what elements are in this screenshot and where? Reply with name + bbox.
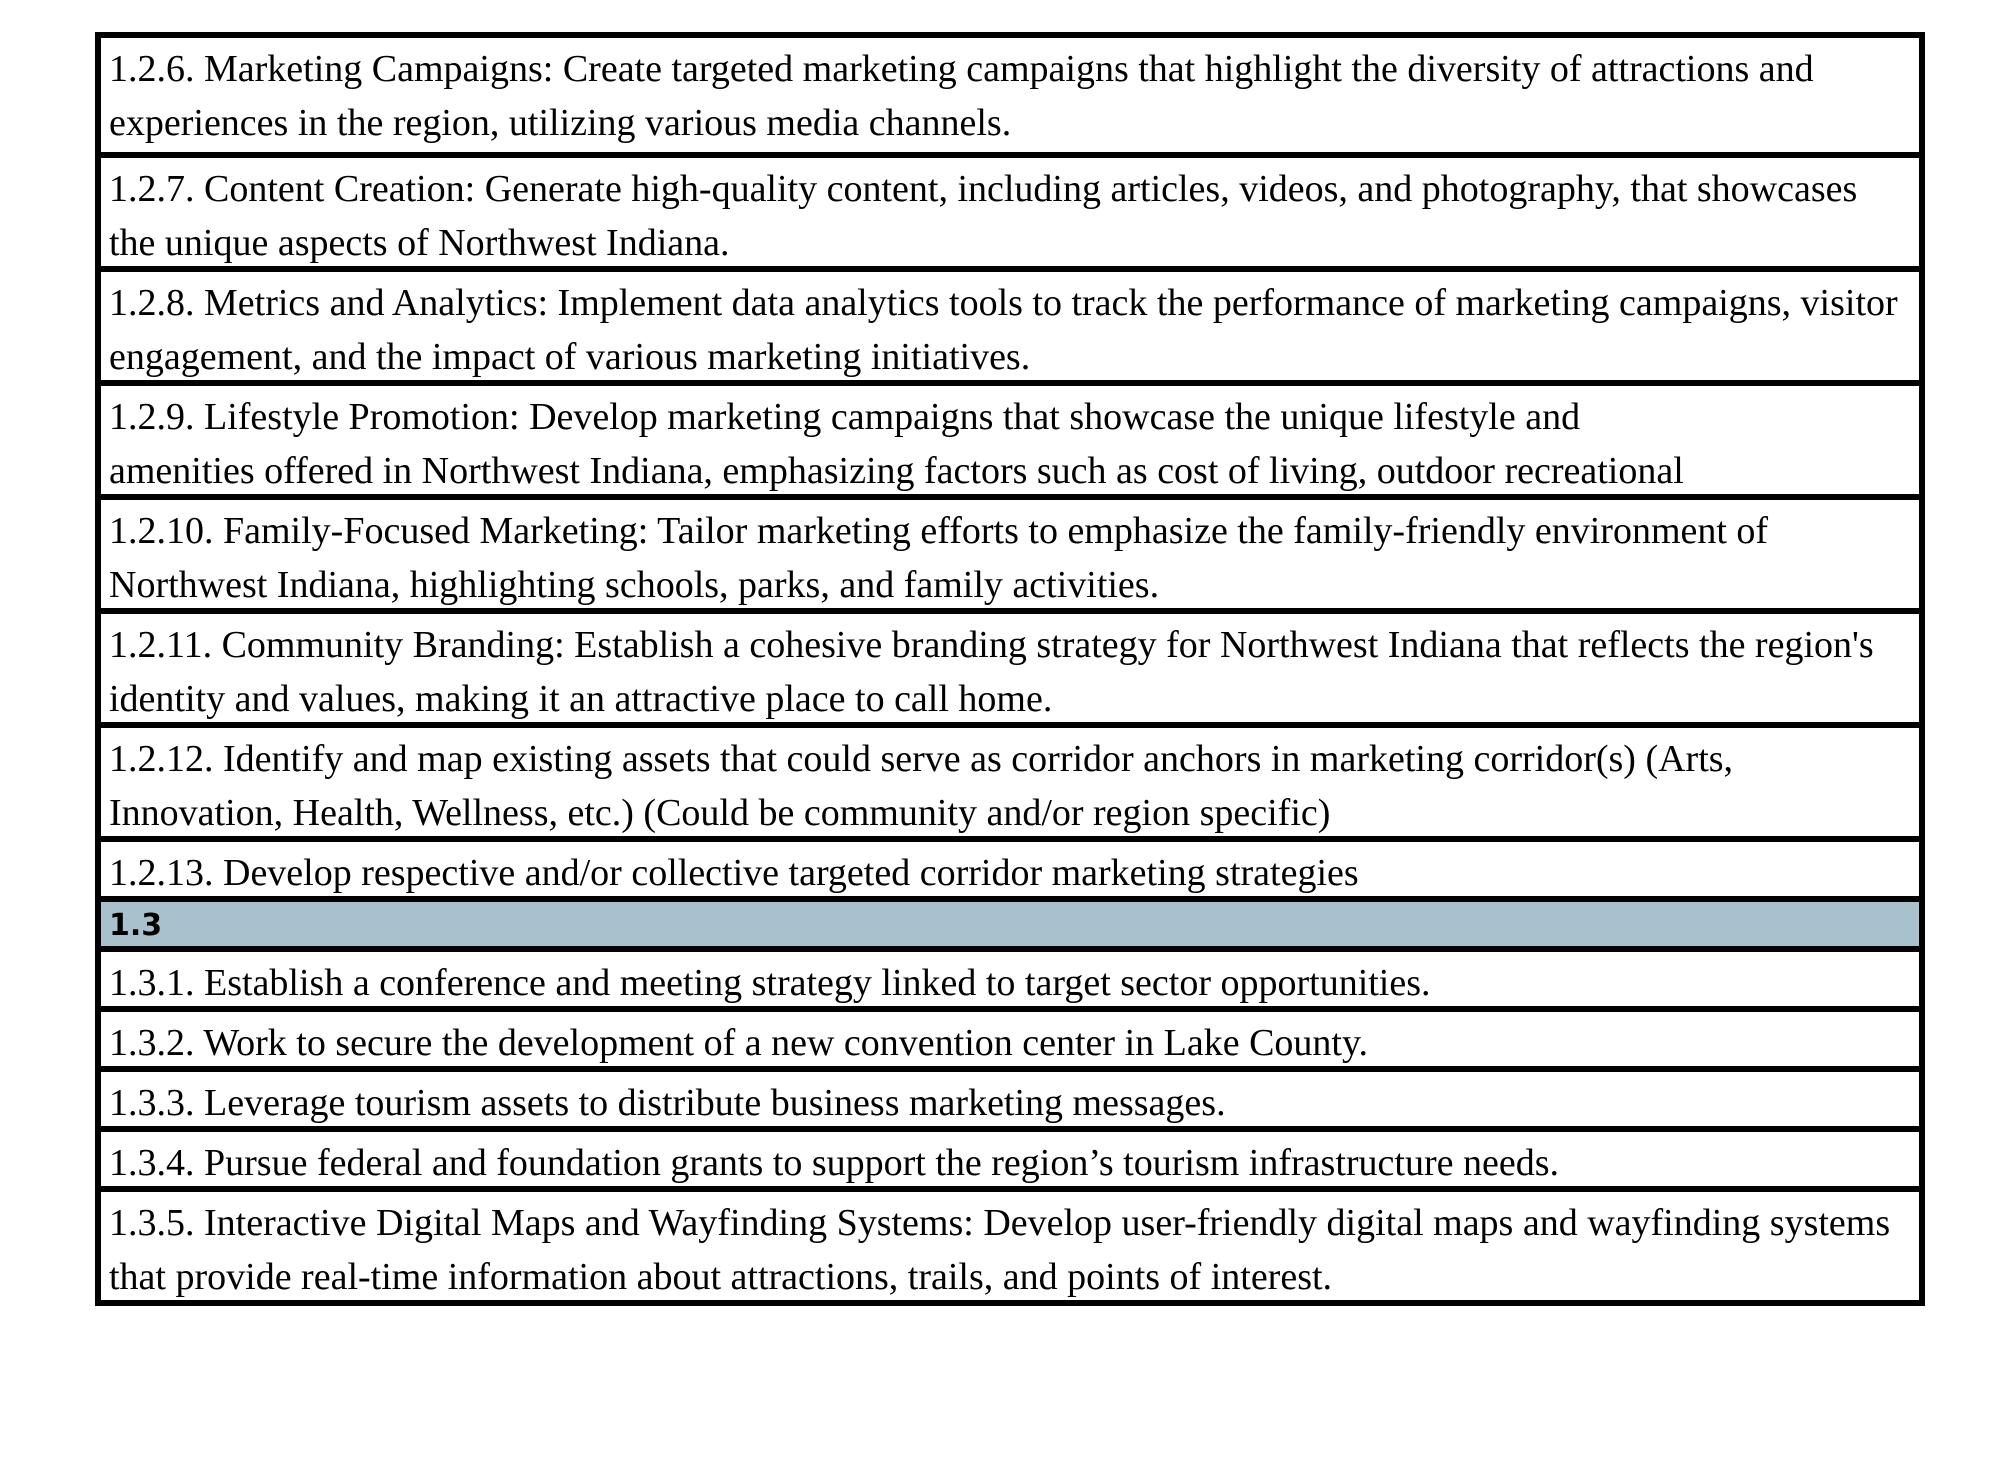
table-row: 1.2.13. Develop respective and/or collective targeted corridor marketing strategies	[101, 836, 1919, 896]
table-row: 1.3.4. Pursue federal and foundation grants to support the region’s tourism infrastructure needs.	[101, 1126, 1919, 1186]
table-row: 1.2.12. Identify and map existing assets that could serve as corridor anchors in marketing corridor(s) (Arts, Innovation, Health, Wellness, etc.) (Could be community and/or region specific)	[101, 722, 1919, 836]
row-text-line: amenities offered in Northwest Indiana, emphasizing factors such as cost of living, outdoor recreational	[109, 450, 1684, 492]
table-row: 1.3.1. Establish a conference and meeting strategy linked to target sector opportunities.	[101, 946, 1919, 1006]
table-row: 1.2.7. Content Creation: Generate high-quality content, including articles, videos, and photography, that showcases the unique aspects of Northwest Indiana.	[101, 152, 1919, 266]
section-header-row: 1.3	[101, 896, 1919, 946]
table-row: 1.2.6. Marketing Campaigns: Create targeted marketing campaigns that highlight the diversity of attractions and experiences in the region, utilizing various media channels.	[109, 48, 1814, 144]
table-row: 1.3.3. Leverage tourism assets to distribute business marketing messages.	[101, 1066, 1919, 1126]
table-row: 1.3.5. Interactive Digital Maps and Wayfinding Systems: Develop user-friendly digital maps and wayfinding systems that provide real-time information about attractions, trails, and points of interest.	[101, 1186, 1919, 1300]
table-row: 1.2.11. Community Branding: Establish a cohesive branding strategy for Northwest Indiana that reflects the region's identity and values, making it an attractive place to call home.	[101, 608, 1919, 722]
document-table	[95, 32, 1925, 1306]
table-row: 1.2.8. Metrics and Analytics: Implement data analytics tools to track the performance of marketing campaigns, visitor engagement, and the impact of various marketing initiatives.	[101, 266, 1919, 380]
row-text-line: 1.2.9. Lifestyle Promotion: Develop marketing campaigns that showcase the unique lifestyle and	[109, 396, 1581, 438]
table-row: 1.2.10. Family-Focused Marketing: Tailor marketing efforts to emphasize the family-friendly environment of Northwest Indiana, highlighting schools, parks, and family activities.	[101, 494, 1919, 608]
table-row: 1.3.2. Work to secure the development of a new convention center in Lake County.	[101, 1006, 1919, 1066]
table-row	[101, 380, 1919, 494]
